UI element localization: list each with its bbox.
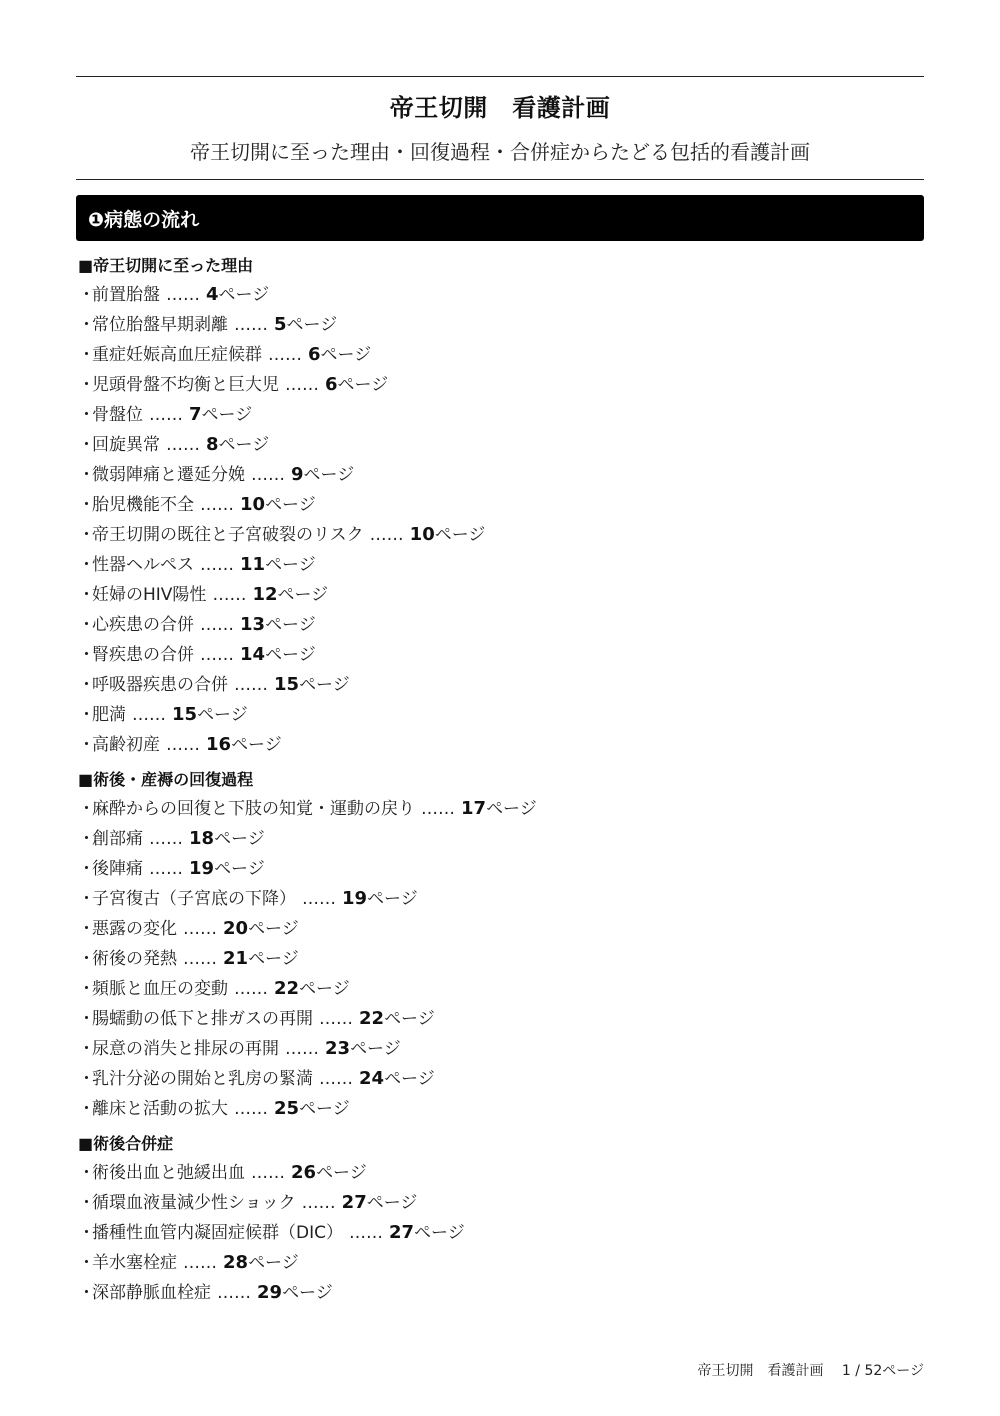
item-page-suffix: ページ: [282, 1283, 333, 1303]
item-page-suffix: ページ: [197, 705, 248, 725]
item-label: 循環血液量減少性ショック: [92, 1193, 296, 1213]
item-leader-dots: ……: [251, 1163, 285, 1183]
item-bullet: ・: [78, 859, 95, 879]
item-label: 腸蠕動の低下と排ガスの再開: [92, 1009, 313, 1029]
toc-item: [78, 280, 918, 310]
item-label: 悪露の変化: [92, 919, 177, 939]
item-page-number: 4: [206, 284, 219, 305]
item-bullet: ・: [78, 889, 95, 909]
item-leader-dots: ……: [212, 585, 247, 605]
toc-item: [78, 370, 918, 400]
toc-group: [78, 252, 918, 760]
item-page-number: 18: [189, 828, 215, 849]
item-bullet: ・: [78, 435, 95, 455]
item-leader-dots: ……: [183, 919, 217, 939]
item-label: 帝王切開の既往と子宮破裂のリスク: [92, 525, 364, 545]
toc-item: [78, 1064, 918, 1094]
item-page-number: 7: [189, 404, 202, 425]
item-page-suffix: ページ: [320, 345, 372, 365]
item-leader-dots: ……: [421, 799, 455, 819]
item-page-suffix: ページ: [201, 405, 253, 425]
item-page-number: 16: [206, 734, 232, 755]
item-page-suffix: ページ: [248, 949, 299, 969]
item-label: 深部静脈血栓症: [92, 1283, 211, 1303]
item-bullet: ・: [78, 799, 95, 819]
item-page-number: 10: [409, 524, 435, 545]
item-label: 腎疾患の合併: [92, 645, 194, 665]
item-page-suffix: ページ: [299, 675, 350, 695]
toc-item: [78, 914, 918, 944]
item-label: 心疾患の合併: [92, 615, 194, 635]
toc-item: [78, 824, 918, 854]
item-page-suffix: ページ: [218, 285, 270, 305]
item-page-number: 19: [189, 858, 215, 879]
item-page-number: 25: [274, 1098, 300, 1119]
item-page-suffix: ページ: [316, 1163, 367, 1183]
group-heading: ■術後・産褥の回復過程: [78, 770, 254, 789]
toc-item: [78, 700, 918, 730]
item-page-suffix: ページ: [384, 1009, 435, 1029]
item-page-suffix: ページ: [214, 829, 265, 849]
page-footer: 帝王切開 看護計画 1 / 52ページ: [697, 1363, 924, 1379]
item-bullet: ・: [78, 675, 95, 695]
item-page-number: 10: [240, 494, 266, 515]
item-page-suffix: ページ: [299, 1099, 350, 1119]
item-page-suffix: ページ: [486, 799, 537, 819]
item-page-number: 14: [240, 644, 266, 665]
item-leader-dots: ……: [183, 949, 217, 969]
item-label: 児頭骨盤不均衡と巨大児: [92, 375, 279, 395]
item-bullet: ・: [78, 1099, 95, 1119]
toc-item: [78, 520, 918, 550]
item-page-number: 11: [240, 554, 266, 575]
item-label: 常位胎盤早期剥離: [92, 315, 228, 335]
item-page-number: 22: [274, 978, 300, 999]
item-leader-dots: ……: [234, 675, 268, 695]
item-page-number: 8: [206, 434, 219, 455]
item-leader-dots: ……: [149, 859, 183, 879]
item-page-number: 20: [223, 918, 249, 939]
toc-item: [78, 640, 918, 670]
item-leader-dots: ……: [166, 735, 200, 755]
item-page-number: 28: [223, 1252, 249, 1273]
toc-item: [78, 430, 918, 460]
item-page-suffix: ページ: [265, 645, 316, 665]
item-leader-dots: ……: [200, 615, 234, 635]
header-rule: [76, 179, 924, 180]
item-label: 頻脈と血圧の変動: [92, 979, 228, 999]
item-bullet: ・: [78, 1253, 95, 1273]
item-page-number: 15: [172, 704, 198, 725]
item-label: 麻酔からの回復と下肢の知覚・運動の戻り: [92, 799, 415, 819]
toc-item: [78, 944, 918, 974]
toc-item: [78, 854, 918, 884]
item-label: 肥満: [92, 705, 126, 725]
group-heading: ■術後合併症: [78, 1134, 174, 1153]
item-bullet: ・: [78, 979, 95, 999]
toc-item: [78, 460, 918, 490]
toc-item: [78, 580, 918, 610]
item-bullet: ・: [78, 735, 95, 755]
item-bullet: ・: [78, 495, 95, 515]
item-label: 創部痛: [92, 829, 143, 849]
item-bullet: ・: [78, 375, 95, 395]
item-page-number: 6: [325, 374, 338, 395]
item-bullet: ・: [78, 465, 95, 485]
section-heading: [76, 195, 924, 241]
item-page-suffix: ページ: [367, 889, 418, 909]
item-bullet: ・: [78, 1193, 95, 1213]
item-label: 尿意の消失と排尿の再開: [92, 1039, 279, 1059]
page-subtitle: 帝王切開に至った理由・回復過程・合併症からたどる包括的看護計画: [190, 140, 810, 164]
item-page-number: 21: [223, 948, 249, 969]
item-label: 骨盤位: [92, 405, 143, 425]
toc-item: [78, 550, 918, 580]
toc-item: [78, 794, 918, 824]
item-bullet: ・: [78, 405, 95, 425]
toc-item: [78, 884, 918, 914]
item-bullet: ・: [78, 1039, 95, 1059]
item-page-suffix: ページ: [277, 585, 329, 605]
section-heading-label: ❶病態の流れ: [88, 208, 200, 231]
item-label: 呼吸器疾患の合併: [92, 675, 228, 695]
item-page-number: 6: [308, 344, 321, 365]
item-bullet: ・: [78, 1283, 95, 1303]
item-page-suffix: ページ: [366, 1193, 418, 1213]
item-page-number: 19: [342, 888, 368, 909]
toc-group: [78, 766, 918, 1124]
item-bullet: ・: [78, 285, 95, 305]
item-page-number: 26: [291, 1162, 317, 1183]
item-page-suffix: ページ: [303, 465, 355, 485]
item-leader-dots: ……: [369, 525, 404, 545]
item-bullet: ・: [78, 1223, 95, 1243]
toc-item: [78, 1034, 918, 1064]
item-bullet: ・: [78, 1163, 95, 1183]
item-page-suffix: ページ: [299, 979, 350, 999]
item-label: 胎児機能不全: [92, 495, 194, 515]
item-page-suffix: ページ: [337, 375, 389, 395]
item-bullet: ・: [78, 315, 95, 335]
item-page-number: 12: [252, 584, 278, 605]
item-page-number: 15: [274, 674, 300, 695]
item-leader-dots: ……: [166, 285, 200, 305]
item-page-suffix: ページ: [265, 555, 316, 575]
item-bullet: ・: [78, 585, 95, 605]
item-page-suffix: ページ: [248, 1253, 299, 1273]
item-page-suffix: ページ: [265, 495, 316, 515]
toc-item: [78, 1004, 918, 1034]
item-bullet: ・: [78, 919, 95, 939]
item-page-number: 9: [291, 464, 304, 485]
item-leader-dots: ……: [319, 1009, 353, 1029]
item-leader-dots: ……: [132, 705, 166, 725]
toc-item: [78, 730, 918, 760]
item-leader-dots: ……: [251, 465, 285, 485]
toc-item: [78, 310, 918, 340]
item-page-suffix: ページ: [265, 615, 316, 635]
item-leader-dots: ……: [149, 405, 183, 425]
page-title: 帝王切開 看護計画: [389, 94, 611, 122]
item-page-suffix: ページ: [214, 859, 265, 879]
item-page-suffix: ページ: [231, 735, 282, 755]
item-page-suffix: ページ: [434, 525, 486, 545]
item-label: 乳汁分泌の開始と乳房の緊満: [92, 1069, 313, 1089]
toc-group: [78, 1130, 918, 1308]
toc-item: [78, 1158, 918, 1188]
item-label: 前置胎盤: [92, 285, 160, 305]
item-leader-dots: ……: [183, 1253, 217, 1273]
item-page-suffix: ページ: [218, 435, 270, 455]
item-leader-dots: ……: [234, 1099, 268, 1119]
item-leader-dots: ……: [200, 645, 234, 665]
item-page-suffix: ページ: [248, 919, 299, 939]
item-bullet: ・: [78, 615, 95, 635]
item-leader-dots: ……: [166, 435, 200, 455]
item-leader-dots: ……: [200, 495, 234, 515]
toc-item: [78, 490, 918, 520]
item-bullet: ・: [78, 645, 95, 665]
item-label: 妊婦のHIV陽性: [92, 585, 207, 605]
item-bullet: ・: [78, 829, 95, 849]
item-page-suffix: ページ: [286, 315, 338, 335]
toc-item: [78, 1248, 918, 1278]
item-label: 術後の発熱: [92, 949, 177, 969]
item-label: 子宮復古（子宮底の下降）: [92, 889, 296, 909]
item-leader-dots: ……: [234, 979, 268, 999]
item-label: 後陣痛: [92, 859, 143, 879]
toc-item: [78, 400, 918, 430]
item-page-number: 27: [388, 1222, 415, 1243]
item-bullet: ・: [78, 1069, 95, 1089]
item-label: 離床と活動の拡大: [92, 1099, 228, 1119]
toc-item: [78, 1094, 918, 1124]
item-leader-dots: ……: [301, 1193, 336, 1213]
item-label: 術後出血と弛緩出血: [92, 1163, 245, 1183]
item-bullet: ・: [78, 525, 95, 545]
group-heading: ■帝王切開に至った理由: [78, 256, 254, 275]
toc-item: [78, 340, 918, 370]
item-leader-dots: ……: [200, 555, 234, 575]
item-page-suffix: ページ: [384, 1069, 435, 1089]
item-leader-dots: ……: [234, 315, 268, 335]
item-page-suffix: ページ: [414, 1223, 465, 1243]
item-page-number: 24: [359, 1068, 385, 1089]
item-page-number: 17: [461, 798, 487, 819]
toc-item: [78, 974, 918, 1004]
table-of-contents: [78, 252, 918, 1314]
item-label: 回旋異常: [92, 435, 160, 455]
item-page-number: 23: [325, 1038, 351, 1059]
item-bullet: ・: [78, 1009, 95, 1029]
item-label: 重症妊娠高血圧症候群: [92, 345, 262, 365]
item-page-number: 29: [257, 1282, 283, 1303]
item-page-suffix: ページ: [350, 1039, 401, 1059]
item-leader-dots: ……: [348, 1223, 383, 1243]
item-page-number: 27: [341, 1192, 367, 1213]
item-page-number: 13: [240, 614, 266, 635]
toc-item: [78, 1278, 918, 1308]
item-leader-dots: ……: [319, 1069, 353, 1089]
toc-item: [78, 670, 918, 700]
item-bullet: ・: [78, 705, 95, 725]
item-page-number: 22: [359, 1008, 385, 1029]
item-label: 性器ヘルペス: [92, 555, 194, 575]
toc-item: [78, 610, 918, 640]
item-label: 播種性血管内凝固症候群（DIC）: [92, 1223, 343, 1243]
item-leader-dots: ……: [285, 1039, 319, 1059]
item-label: 高齢初産: [92, 735, 160, 755]
item-page-number: 5: [274, 314, 287, 335]
item-bullet: ・: [78, 555, 95, 575]
item-bullet: ・: [78, 345, 95, 365]
item-label: 微弱陣痛と遷延分娩: [92, 465, 245, 485]
item-leader-dots: ……: [217, 1283, 251, 1303]
item-label: 羊水塞栓症: [92, 1253, 177, 1273]
toc-item: [78, 1188, 918, 1218]
toc-item: [78, 1218, 918, 1248]
item-leader-dots: ……: [302, 889, 336, 909]
item-leader-dots: ……: [285, 375, 319, 395]
item-bullet: ・: [78, 949, 95, 969]
item-leader-dots: ……: [149, 829, 183, 849]
item-leader-dots: ……: [268, 345, 302, 365]
top-rule: [76, 76, 924, 77]
